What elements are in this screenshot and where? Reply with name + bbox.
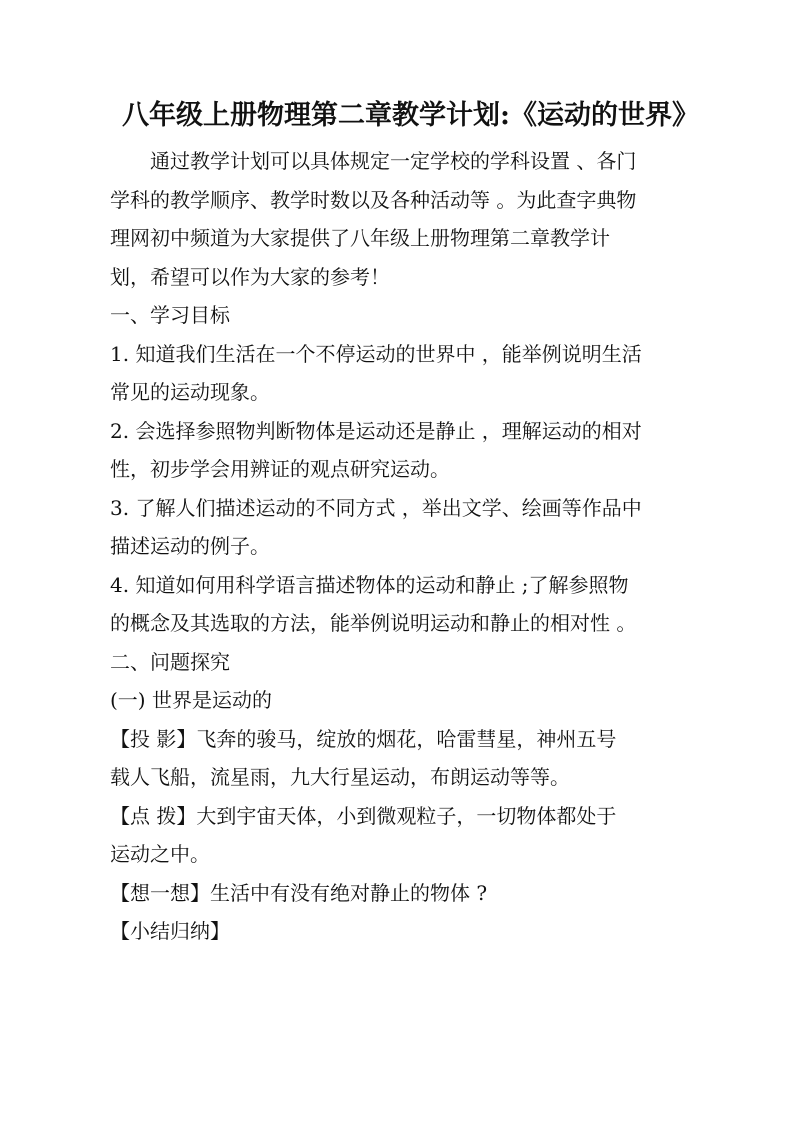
goal-3-line-1: 3. 了解人们描述运动的不同方式 ，举出文学、绘画等作品中 [110,495,642,520]
goal-1-line-2: 常见的运动现象。 [110,380,270,404]
guidance-line-1: 【点 拨】大到宇宙天体，小到微观粒子，一切物体都处于 [110,803,617,828]
section-heading-problem-exploration: 二、问题探究 [110,649,230,674]
goal-2-line-1: 2. 会选择参照物判断物体是运动还是静止 ，理解运动的相对 [110,418,642,443]
subsection-heading-world-in-motion: (一) 世界是运动的 [110,688,272,712]
goal-4-line-1: 4. 知道如何用科学语言描述物体的运动和静止 ;了解参照物 [110,572,629,597]
guidance-line-2: 运动之中。 [110,842,210,866]
document-body [110,142,682,951]
summary-heading: 【小结归纳】 [110,919,230,943]
section-heading-learning-goals: 一、学习目标 [110,303,230,327]
think-question-line: 【想一想】生活中有没有绝对静止的物体 ? [110,880,488,905]
goal-1-line-1: 1. 知道我们生活在一个不停运动的世界中 ，能举例说明生活 [110,341,642,366]
intro-line-2: 学科的教学顺序、教学时数以及各种活动等 。为此查字典物 [110,187,637,212]
intro-line-3: 理网初中频道为大家提供了八年级上册物理第二章教学计 [110,226,610,250]
intro-line-4: 划，希望可以作为大家的参考！ [110,264,390,289]
goal-4-line-2: 的概念及其选取的方法，能举例说明运动和静止的相对性 。 [110,611,637,635]
goal-2-line-2: 性，初步学会用辨证的观点研究运动。 [110,457,450,481]
intro-line-1: 通过教学计划可以具体规定一定学校的学科设置 、各门 [150,149,637,173]
document-title: 八年级上册物理第二章教学计划:《运动的世界》 [122,100,699,131]
projection-line-1: 【投 影】飞奔的骏马，绽放的烟花，哈雷彗星，神州五号 [110,726,617,751]
projection-line-2: 载人飞船，流星雨，九大行星运动，布朗运动等等。 [110,765,570,789]
goal-3-line-2: 描述运动的例子。 [110,534,270,558]
